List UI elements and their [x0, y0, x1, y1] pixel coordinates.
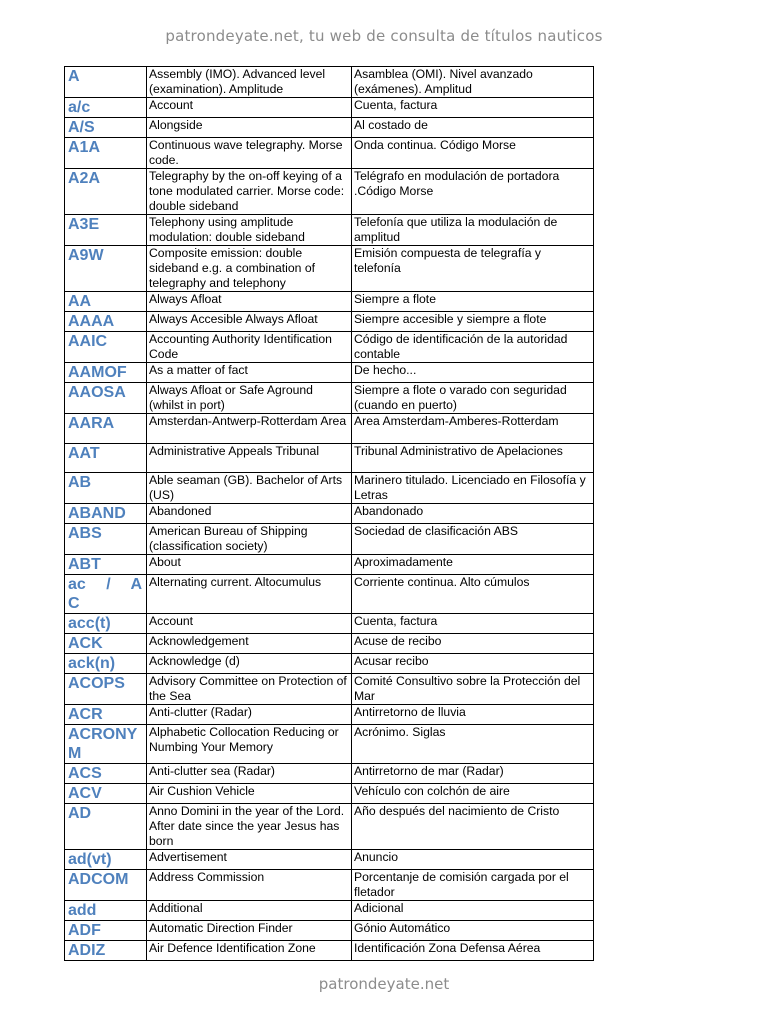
glossary-row	[65, 764, 594, 784]
abbreviation-cell: ACS	[65, 764, 147, 784]
glossary-row	[65, 804, 594, 850]
spanish-definition-cell: Cuenta, factura	[352, 614, 594, 634]
glossary-body	[65, 67, 594, 961]
english-definition-cell: Additional	[147, 901, 352, 921]
glossary-row	[65, 901, 594, 921]
spanish-definition-cell: Sociedad de clasificación ABS	[352, 524, 594, 555]
english-definition-cell: Always Afloat	[147, 292, 352, 312]
glossary-row	[65, 444, 594, 473]
english-definition-cell: Telephony using amplitude modulation: double sideband	[147, 215, 352, 246]
glossary-row	[65, 138, 594, 169]
page-header: patrondeyate.net, tu web de consulta de títulos nauticos	[165, 27, 603, 45]
spanish-definition-cell: Al costado de	[352, 118, 594, 138]
english-definition-cell: Advisory Committee on Protection of the Sea	[147, 674, 352, 705]
glossary-row	[65, 383, 594, 414]
spanish-definition-cell: Area Amsterdam-Amberes-Rotterdam	[352, 414, 594, 444]
spanish-definition-cell: Acrónimo. Siglas	[352, 725, 594, 764]
english-definition-cell: About	[147, 555, 352, 575]
english-definition-cell: American Bureau of Shipping (classification society)	[147, 524, 352, 555]
abbreviation-cell: A9W	[65, 246, 147, 292]
glossary-row	[65, 921, 594, 941]
english-definition-cell: As a matter of fact	[147, 363, 352, 383]
abbreviation-cell: A2A	[65, 169, 147, 215]
abbreviation-cell: AAAA	[65, 312, 147, 332]
english-definition-cell: Always Accesible Always Afloat	[147, 312, 352, 332]
english-definition-cell: Telegraphy by the on-off keying of a tone modulated carrier. Morse code: double sideband	[147, 169, 352, 215]
spanish-definition-cell: Comité Consultivo sobre la Protección del Mar	[352, 674, 594, 705]
glossary-row	[65, 634, 594, 654]
page-footer: patrondeyate.net	[318, 975, 450, 993]
abbreviation-cell: A/S	[65, 118, 147, 138]
glossary-row	[65, 674, 594, 705]
spanish-definition-cell: Siempre a flote	[352, 292, 594, 312]
glossary-row	[65, 363, 594, 383]
english-definition-cell: Administrative Appeals Tribunal	[147, 444, 352, 473]
glossary-row	[65, 614, 594, 634]
spanish-definition-cell: Antirretorno de lluvia	[352, 705, 594, 725]
abbreviation-cell: AAIC	[65, 332, 147, 363]
glossary-row	[65, 67, 594, 98]
abbreviation-cell: AA	[65, 292, 147, 312]
abbreviation-cell: ack(n)	[65, 654, 147, 674]
spanish-definition-cell: Siempre a flote o varado con seguridad (cuando en puerto)	[352, 383, 594, 414]
spanish-definition-cell: De hecho...	[352, 363, 594, 383]
abbreviation-cell: ACOPS	[65, 674, 147, 705]
abbreviation-cell: ACR	[65, 705, 147, 725]
glossary-row	[65, 473, 594, 504]
spanish-definition-cell: Acusar recibo	[352, 654, 594, 674]
glossary-row	[65, 705, 594, 725]
glossary-row	[65, 332, 594, 363]
spanish-definition-cell: Corriente continua. Alto cúmulos	[352, 575, 594, 614]
glossary-row	[65, 870, 594, 901]
spanish-definition-cell: Aproximadamente	[352, 555, 594, 575]
glossary-row	[65, 292, 594, 312]
abbreviation-cell: A3E	[65, 215, 147, 246]
glossary-row	[65, 575, 594, 614]
english-definition-cell: Address Commission	[147, 870, 352, 901]
abbreviation-cell: acc(t)	[65, 614, 147, 634]
english-definition-cell: Anti-clutter sea (Radar)	[147, 764, 352, 784]
glossary-row	[65, 215, 594, 246]
spanish-definition-cell: Telégrafo en modulación de portadora .Código Morse	[352, 169, 594, 215]
glossary-row	[65, 784, 594, 804]
spanish-definition-cell: Siempre accesible y siempre a flote	[352, 312, 594, 332]
abbreviation-cell: AAT	[65, 444, 147, 473]
spanish-definition-cell: Vehículo con colchón de aire	[352, 784, 594, 804]
english-definition-cell: Anno Domini in the year of the Lord. After date since the year Jesus has born	[147, 804, 352, 850]
abbreviation-cell: ACRONYM	[65, 725, 147, 764]
abbreviation-cell: ACV	[65, 784, 147, 804]
glossary-row	[65, 654, 594, 674]
abbreviation-cell: ACK	[65, 634, 147, 654]
english-definition-cell: Continuous wave telegraphy. Morse code.	[147, 138, 352, 169]
english-definition-cell: Anti-clutter (Radar)	[147, 705, 352, 725]
abbreviation-cell: ADIZ	[65, 941, 147, 961]
spanish-definition-cell: Gónio Automático	[352, 921, 594, 941]
english-definition-cell: Acknowledge (d)	[147, 654, 352, 674]
abbreviation-cell: ADCOM	[65, 870, 147, 901]
spanish-definition-cell: Porcentanje de comisión cargada por el fletador	[352, 870, 594, 901]
english-definition-cell: Automatic Direction Finder	[147, 921, 352, 941]
english-definition-cell: Amsterdan-Antwerp-Rotterdam Area	[147, 414, 352, 444]
english-definition-cell: Alphabetic Collocation Reducing or Numbing Your Memory	[147, 725, 352, 764]
abbreviation-cell: AB	[65, 473, 147, 504]
abbreviation-cell: AAOSA	[65, 383, 147, 414]
english-definition-cell: Alternating current. Altocumulus	[147, 575, 352, 614]
spanish-definition-cell: Marinero titulado. Licenciado en Filosofía y Letras	[352, 473, 594, 504]
glossary-row	[65, 118, 594, 138]
spanish-definition-cell: Adicional	[352, 901, 594, 921]
english-definition-cell: Advertisement	[147, 850, 352, 870]
spanish-definition-cell: Tribunal Administrativo de Apelaciones	[352, 444, 594, 473]
english-definition-cell: Able seaman (GB). Bachelor of Arts (US)	[147, 473, 352, 504]
abbreviation-cell: ABAND	[65, 504, 147, 524]
glossary-row	[65, 725, 594, 764]
english-definition-cell: Air Defence Identification Zone	[147, 941, 352, 961]
abbreviation-cell: A	[65, 67, 147, 98]
abbreviation-cell: ABT	[65, 555, 147, 575]
abbreviation-cell: A1A	[65, 138, 147, 169]
glossary-row	[65, 414, 594, 444]
spanish-definition-cell: Telefonía que utiliza la modulación de amplitud	[352, 215, 594, 246]
glossary-row	[65, 312, 594, 332]
abbreviation-cell: AD	[65, 804, 147, 850]
abbreviation-cell: ADF	[65, 921, 147, 941]
glossary-row	[65, 850, 594, 870]
spanish-definition-cell: Asamblea (OMI). Nivel avanzado (exámenes). Amplitud	[352, 67, 594, 98]
spanish-definition-cell: Anuncio	[352, 850, 594, 870]
english-definition-cell: Air Cushion Vehicle	[147, 784, 352, 804]
abbreviation-cell: AARA	[65, 414, 147, 444]
english-definition-cell: Abandoned	[147, 504, 352, 524]
glossary-row	[65, 504, 594, 524]
glossary-row	[65, 98, 594, 118]
spanish-definition-cell: Acuse de recibo	[352, 634, 594, 654]
spanish-definition-cell: Identificación Zona Defensa Aérea	[352, 941, 594, 961]
english-definition-cell: Assembly (IMO). Advanced level (examination). Amplitude	[147, 67, 352, 98]
spanish-definition-cell: Código de identificación de la autoridad contable	[352, 332, 594, 363]
abbreviation-cell: ac / AC	[65, 575, 147, 614]
spanish-definition-cell: Cuenta, factura	[352, 98, 594, 118]
glossary-table	[64, 66, 594, 961]
spanish-definition-cell: Emisión compuesta de telegrafía y telefonía	[352, 246, 594, 292]
english-definition-cell: Account	[147, 614, 352, 634]
glossary-row	[65, 169, 594, 215]
english-definition-cell: Always Afloat or Safe Aground (whilst in port)	[147, 383, 352, 414]
abbreviation-cell: add	[65, 901, 147, 921]
abbreviation-cell: a/c	[65, 98, 147, 118]
glossary-row	[65, 246, 594, 292]
english-definition-cell: Composite emission: double sideband e.g. a combination of telegraphy and telephony	[147, 246, 352, 292]
spanish-definition-cell: Antirretorno de mar (Radar)	[352, 764, 594, 784]
spanish-definition-cell: Abandonado	[352, 504, 594, 524]
glossary-row	[65, 555, 594, 575]
spanish-definition-cell: Onda continua. Código Morse	[352, 138, 594, 169]
spanish-definition-cell: Año después del nacimiento de Cristo	[352, 804, 594, 850]
english-definition-cell: Account	[147, 98, 352, 118]
glossary-row	[65, 524, 594, 555]
abbreviation-cell: AAMOF	[65, 363, 147, 383]
english-definition-cell: Acknowledgement	[147, 634, 352, 654]
english-definition-cell: Accounting Authority Identification Code	[147, 332, 352, 363]
abbreviation-cell: ABS	[65, 524, 147, 555]
english-definition-cell: Alongside	[147, 118, 352, 138]
abbreviation-cell: ad(vt)	[65, 850, 147, 870]
glossary-row	[65, 941, 594, 961]
